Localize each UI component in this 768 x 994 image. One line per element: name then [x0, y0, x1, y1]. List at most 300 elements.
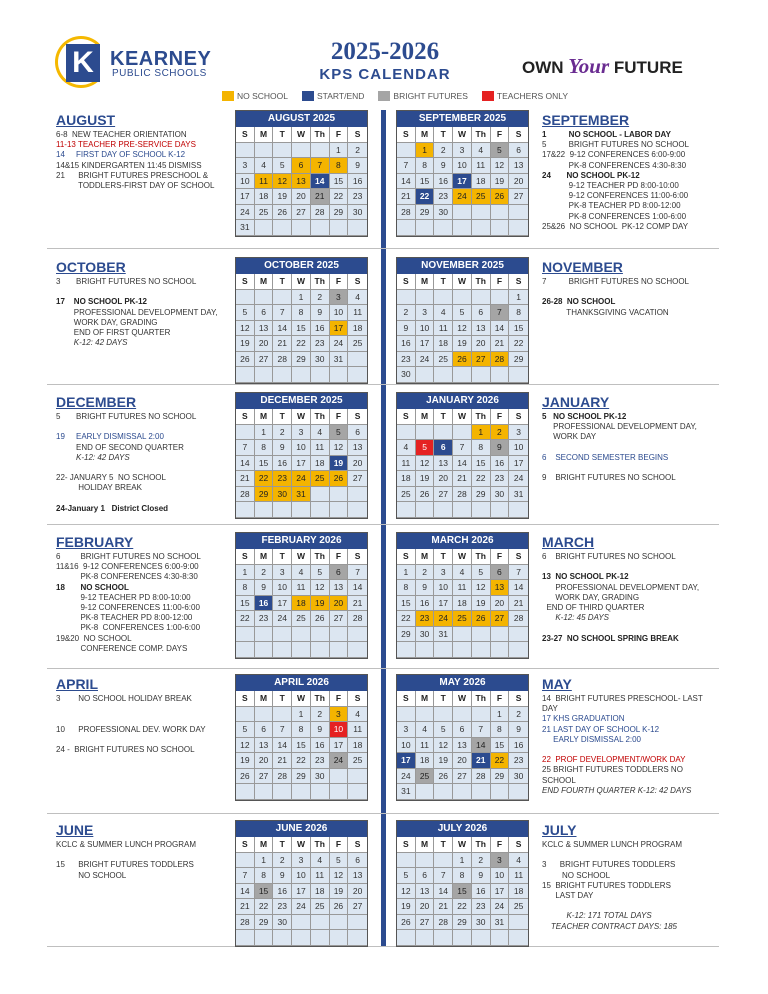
day-cell: 28: [273, 769, 292, 785]
legend-label: BRIGHT FUTURES: [393, 91, 468, 101]
day-cell: 25: [434, 352, 453, 368]
empty-day-cell: [453, 784, 472, 800]
empty-day-cell: [330, 502, 349, 518]
calendar-title: MARCH 2026: [397, 533, 528, 549]
day-cell: 10: [292, 868, 311, 884]
calendar-grid: [236, 837, 367, 946]
empty-day-cell: [416, 367, 435, 383]
day-cell: 21: [509, 596, 528, 612]
day-cell: 28: [236, 915, 255, 931]
day-cell: 12: [453, 321, 472, 337]
day-cell: 14: [236, 884, 255, 900]
weekday-header: S: [509, 691, 528, 707]
event-note: KCLC & SUMMER LUNCH PROGRAM: [542, 840, 683, 849]
day-cell: 26: [330, 471, 349, 487]
weekday-header: T: [434, 274, 453, 290]
day-cell: 25: [311, 899, 330, 915]
day-cell: 1: [472, 425, 491, 441]
day-cell: 15: [292, 321, 311, 337]
event-note: [56, 287, 234, 297]
day-cell: 2: [273, 425, 292, 441]
day-cell: 11: [472, 158, 491, 174]
empty-day-cell: [453, 205, 472, 221]
empty-day-cell: [311, 915, 330, 931]
weekday-header: M: [255, 837, 274, 853]
day-cell: 9: [472, 868, 491, 884]
event-note: 13 NO SCHOOL PK-12: [542, 572, 629, 582]
event-notes: [542, 552, 722, 644]
month-calendar: [235, 110, 368, 237]
day-cell: 2: [509, 707, 528, 723]
empty-day-cell: [491, 502, 510, 518]
day-cell: 1: [453, 853, 472, 869]
calendar-title: JULY 2026: [397, 821, 528, 837]
day-cell: 25: [348, 753, 367, 769]
empty-day-cell: [491, 642, 510, 658]
day-cell: 11: [453, 580, 472, 596]
day-cell: 5: [491, 143, 510, 159]
day-cell: 4: [348, 290, 367, 306]
empty-day-cell: [330, 930, 349, 946]
day-cell: 3: [416, 305, 435, 321]
day-cell: 1: [416, 143, 435, 159]
empty-day-cell: [273, 707, 292, 723]
event-note: 5 BRIGHT FUTURES NO SCHOOL: [56, 412, 197, 421]
event-note: TODDLERS-FIRST DAY OF SCHOOL: [56, 181, 215, 191]
event-note: 25 BRIGHT FUTURES TODDLERS NO: [542, 765, 683, 775]
empty-day-cell: [416, 220, 435, 236]
day-cell: 7: [472, 722, 491, 738]
day-cell: 3: [330, 707, 349, 723]
event-note: DAY: [542, 704, 558, 714]
day-cell: 5: [311, 565, 330, 581]
weekday-header: W: [292, 691, 311, 707]
day-cell: 18: [472, 174, 491, 190]
event-note: 7 BRIGHT FUTURES NO SCHOOL: [542, 277, 689, 286]
day-cell: 4: [311, 853, 330, 869]
month-heading: DECEMBER: [56, 394, 137, 410]
weekday-header: M: [416, 274, 435, 290]
day-cell: 26: [236, 769, 255, 785]
logo-letter: K: [66, 44, 100, 82]
day-cell: 21: [453, 471, 472, 487]
empty-day-cell: [472, 642, 491, 658]
empty-day-cell: [292, 502, 311, 518]
month-calendar: [396, 392, 529, 519]
event-notes: [542, 412, 722, 483]
day-cell: 21: [434, 899, 453, 915]
empty-day-cell: [491, 627, 510, 643]
day-cell: 12: [311, 580, 330, 596]
day-cell: 16: [491, 456, 510, 472]
day-cell: 22: [491, 753, 510, 769]
weekday-header: Th: [311, 549, 330, 565]
day-cell: 1: [509, 290, 528, 306]
day-cell: 30: [273, 487, 292, 503]
weekday-header: M: [255, 409, 274, 425]
day-cell: 3: [491, 853, 510, 869]
empty-day-cell: [397, 707, 416, 723]
day-cell: 15: [255, 456, 274, 472]
weekday-header: M: [255, 127, 274, 143]
weekday-header: W: [292, 549, 311, 565]
weekday-header: Th: [472, 274, 491, 290]
legend-swatch: [222, 91, 234, 101]
legend-swatch: [302, 91, 314, 101]
empty-day-cell: [397, 425, 416, 441]
month-heading: SEPTEMBER: [542, 112, 630, 128]
day-cell: 24: [292, 899, 311, 915]
day-cell: 18: [434, 336, 453, 352]
day-cell: 2: [416, 565, 435, 581]
slogan-your: Your: [568, 54, 610, 78]
day-cell: 27: [416, 915, 435, 931]
weekday-header: W: [453, 274, 472, 290]
weekday-header: S: [236, 837, 255, 853]
weekday-header: Th: [472, 549, 491, 565]
weekday-header: Th: [311, 837, 330, 853]
day-cell: 18: [397, 471, 416, 487]
day-cell: 6: [255, 305, 274, 321]
weekday-header: T: [273, 691, 292, 707]
month-calendar: [235, 532, 368, 659]
day-cell: 27: [348, 471, 367, 487]
day-cell: 28: [273, 352, 292, 368]
day-cell: 15: [453, 884, 472, 900]
event-note: END OF FIRST QUARTER: [56, 328, 171, 338]
weekday-header: W: [453, 837, 472, 853]
day-cell: 7: [273, 722, 292, 738]
event-note: 11&16 9-12 CONFERENCES 6:00-9:00: [56, 562, 199, 572]
event-notes: [56, 412, 234, 514]
event-note: 24-January 1 District Closed: [56, 503, 169, 513]
empty-day-cell: [453, 642, 472, 658]
event-note: END OF SECOND QUARTER: [56, 442, 184, 452]
day-cell: 5: [330, 853, 349, 869]
day-cell: 10: [273, 580, 292, 596]
day-cell: 8: [255, 868, 274, 884]
empty-day-cell: [311, 502, 330, 518]
day-cell: 6: [416, 868, 435, 884]
weekday-header: F: [330, 274, 349, 290]
day-cell: 6: [348, 425, 367, 441]
day-cell: 3: [434, 565, 453, 581]
event-note: KCLC & SUMMER LUNCH PROGRAM: [56, 840, 197, 849]
empty-day-cell: [434, 930, 453, 946]
day-cell: 29: [330, 205, 349, 221]
event-note: CONFERENCE COMP. DAYS: [56, 643, 188, 653]
event-notes: [56, 552, 234, 654]
day-cell: 10: [434, 580, 453, 596]
empty-day-cell: [255, 367, 274, 383]
day-cell: 19: [273, 189, 292, 205]
empty-day-cell: [434, 502, 453, 518]
weekday-header: S: [397, 691, 416, 707]
calendar-title: DECEMBER 2025: [236, 393, 367, 409]
weekday-header: F: [491, 127, 510, 143]
event-note: K-12: 42 DAYS: [56, 338, 128, 348]
empty-day-cell: [292, 915, 311, 931]
event-note: HOLIDAY BREAK: [56, 483, 142, 493]
empty-day-cell: [491, 930, 510, 946]
event-note: 14&15 KINDERGARTEN 11:45 DISMISS: [56, 160, 202, 170]
day-cell: 18: [292, 596, 311, 612]
weekday-header: F: [491, 549, 510, 565]
event-notes: [542, 277, 722, 318]
month-heading: FEBRUARY: [56, 534, 134, 550]
day-cell: 13: [491, 580, 510, 596]
day-cell: 14: [236, 456, 255, 472]
weekday-header: W: [453, 127, 472, 143]
day-cell: 17: [330, 738, 349, 754]
section-separator: [47, 946, 719, 947]
school-logo: [55, 36, 107, 88]
day-cell: 16: [509, 738, 528, 754]
event-note: 3 BRIGHT FUTURES NO SCHOOL: [56, 277, 197, 286]
section-separator: [47, 524, 719, 525]
day-cell: 24: [397, 769, 416, 785]
day-cell: 11: [292, 580, 311, 596]
event-note: 22 PROF DEVELOPMENT/WORK DAY: [542, 755, 686, 765]
day-cell: 2: [311, 290, 330, 306]
empty-day-cell: [397, 143, 416, 159]
day-cell: 15: [292, 738, 311, 754]
empty-day-cell: [255, 784, 274, 800]
weekday-header: S: [509, 409, 528, 425]
weekday-header: W: [292, 409, 311, 425]
day-cell: 28: [311, 205, 330, 221]
event-note: 14 FIRST DAY OF SCHOOL K-12: [56, 150, 186, 160]
weekday-header: W: [453, 409, 472, 425]
event-note: 9-12 TEACHER PD 8:00-10:00: [56, 592, 191, 602]
weekday-header: Th: [311, 691, 330, 707]
empty-day-cell: [273, 220, 292, 236]
event-notes: [542, 130, 722, 232]
day-cell: 7: [348, 565, 367, 581]
event-note: WORK DAY: [542, 432, 597, 442]
empty-day-cell: [273, 143, 292, 159]
event-note: [542, 562, 722, 572]
weekday-header: S: [348, 691, 367, 707]
day-cell: 17: [273, 596, 292, 612]
empty-day-cell: [330, 769, 349, 785]
empty-day-cell: [255, 642, 274, 658]
month-calendar: [396, 532, 529, 659]
weekday-header: M: [416, 409, 435, 425]
empty-day-cell: [397, 930, 416, 946]
day-cell: 22: [255, 899, 274, 915]
day-cell: 22: [236, 611, 255, 627]
day-cell: 4: [434, 305, 453, 321]
event-note: 14 BRIGHT FUTURES PRESCHOOL- LAST: [542, 694, 703, 703]
day-cell: 9: [509, 722, 528, 738]
day-cell: 21: [397, 189, 416, 205]
day-cell: 3: [273, 565, 292, 581]
day-cell: 20: [255, 753, 274, 769]
day-cell: 16: [273, 884, 292, 900]
empty-day-cell: [348, 220, 367, 236]
day-cell: 2: [434, 143, 453, 159]
day-cell: 25: [292, 611, 311, 627]
day-cell: 24: [416, 352, 435, 368]
calendar-grid: [397, 691, 528, 800]
day-cell: 28: [434, 915, 453, 931]
day-cell: 8: [416, 158, 435, 174]
day-cell: 12: [236, 738, 255, 754]
weekday-header: F: [491, 274, 510, 290]
weekday-header: S: [509, 549, 528, 565]
legend-item: [482, 89, 568, 103]
legend-label: NO SCHOOL: [237, 91, 289, 101]
day-cell: 24: [330, 753, 349, 769]
calendar-title: NOVEMBER 2025: [397, 258, 528, 274]
day-cell: 2: [311, 707, 330, 723]
day-cell: 26: [434, 769, 453, 785]
empty-day-cell: [330, 487, 349, 503]
weekday-header: S: [236, 127, 255, 143]
day-cell: 8: [509, 305, 528, 321]
day-cell: 11: [311, 868, 330, 884]
day-cell: 10: [330, 722, 349, 738]
empty-day-cell: [292, 220, 311, 236]
slogan-future: FUTURE: [613, 58, 683, 77]
weekday-header: Th: [311, 274, 330, 290]
weekday-header: T: [434, 549, 453, 565]
empty-day-cell: [397, 642, 416, 658]
day-cell: 21: [311, 189, 330, 205]
calendar-title: JANUARY 2026: [397, 393, 528, 409]
day-cell: 29: [292, 769, 311, 785]
day-cell: 10: [292, 440, 311, 456]
day-cell: 31: [509, 487, 528, 503]
day-cell: 30: [416, 627, 435, 643]
event-note: 6 BRIGHT FUTURES NO SCHOOL: [542, 552, 676, 561]
empty-day-cell: [236, 143, 255, 159]
month-heading: AUGUST: [56, 112, 116, 128]
day-cell: 18: [453, 596, 472, 612]
day-cell: 12: [472, 580, 491, 596]
day-cell: 16: [397, 336, 416, 352]
day-cell: 21: [236, 471, 255, 487]
month-heading: JANUARY: [542, 394, 610, 410]
day-cell: 19: [453, 336, 472, 352]
empty-day-cell: [255, 707, 274, 723]
month-calendar: [235, 820, 368, 947]
day-cell: 1: [491, 707, 510, 723]
day-cell: 24: [453, 189, 472, 205]
day-cell: 30: [509, 769, 528, 785]
legend-swatch: [482, 91, 494, 101]
calendar-title: APRIL 2026: [236, 675, 367, 691]
empty-day-cell: [472, 707, 491, 723]
day-cell: 19: [472, 596, 491, 612]
weekday-header: F: [491, 691, 510, 707]
empty-day-cell: [255, 220, 274, 236]
day-cell: 6: [255, 722, 274, 738]
month-calendar: [235, 257, 368, 384]
day-cell: 19: [236, 336, 255, 352]
day-cell: 5: [397, 868, 416, 884]
event-note: WORK DAY, GRADING: [56, 317, 158, 327]
day-cell: 21: [472, 753, 491, 769]
day-cell: 15: [236, 596, 255, 612]
day-cell: 14: [273, 321, 292, 337]
empty-day-cell: [292, 143, 311, 159]
weekday-header: F: [491, 409, 510, 425]
weekday-header: S: [509, 127, 528, 143]
day-cell: 18: [311, 456, 330, 472]
empty-day-cell: [509, 784, 528, 800]
day-cell: 7: [434, 868, 453, 884]
weekday-header: S: [397, 549, 416, 565]
day-cell: 15: [472, 456, 491, 472]
calendar-title: JUNE 2026: [236, 821, 367, 837]
day-cell: 29: [509, 352, 528, 368]
day-cell: 13: [255, 321, 274, 337]
day-cell: 19: [434, 753, 453, 769]
day-cell: 24: [509, 471, 528, 487]
calendar-grid: [236, 691, 367, 800]
weekday-header: F: [330, 691, 349, 707]
empty-day-cell: [472, 290, 491, 306]
month-heading: NOVEMBER: [542, 259, 623, 275]
empty-day-cell: [509, 367, 528, 383]
day-cell: 21: [273, 336, 292, 352]
day-cell: 20: [292, 189, 311, 205]
day-cell: 30: [472, 915, 491, 931]
day-cell: 24: [273, 611, 292, 627]
weekday-header: S: [397, 127, 416, 143]
day-cell: 7: [273, 305, 292, 321]
day-cell: 17: [236, 189, 255, 205]
day-cell: 23: [311, 336, 330, 352]
weekday-header: F: [491, 837, 510, 853]
day-cell: 1: [330, 143, 349, 159]
weekday-header: Th: [311, 127, 330, 143]
day-cell: 13: [330, 580, 349, 596]
month-heading: MAY: [542, 676, 572, 692]
weekday-header: S: [509, 837, 528, 853]
empty-day-cell: [330, 642, 349, 658]
day-cell: 8: [292, 722, 311, 738]
weekday-header: W: [453, 549, 472, 565]
calendar-grid: [397, 409, 528, 518]
day-cell: 19: [491, 174, 510, 190]
event-note: 25&26 NO SCHOOL PK-12 COMP DAY: [542, 221, 689, 231]
weekday-header: S: [509, 274, 528, 290]
day-cell: 1: [236, 565, 255, 581]
day-cell: 16: [311, 321, 330, 337]
day-cell: 22: [292, 753, 311, 769]
calendar-grid: [236, 127, 367, 236]
day-cell: 19: [416, 471, 435, 487]
event-note: END OF THIRD QUARTER: [542, 603, 645, 613]
day-cell: 9: [416, 580, 435, 596]
empty-day-cell: [273, 367, 292, 383]
day-cell: 3: [509, 425, 528, 441]
day-cell: 8: [236, 580, 255, 596]
day-cell: 7: [453, 440, 472, 456]
weekday-header: S: [236, 549, 255, 565]
event-note: THANKSGIVING VACATION: [542, 307, 669, 317]
day-cell: 14: [273, 738, 292, 754]
empty-day-cell: [236, 930, 255, 946]
day-cell: 9: [311, 305, 330, 321]
event-note: 6-8 NEW TEACHER ORIENTATION: [56, 130, 187, 139]
empty-day-cell: [397, 290, 416, 306]
day-cell: 7: [311, 158, 330, 174]
calendar-title: OCTOBER 2025: [236, 258, 367, 274]
